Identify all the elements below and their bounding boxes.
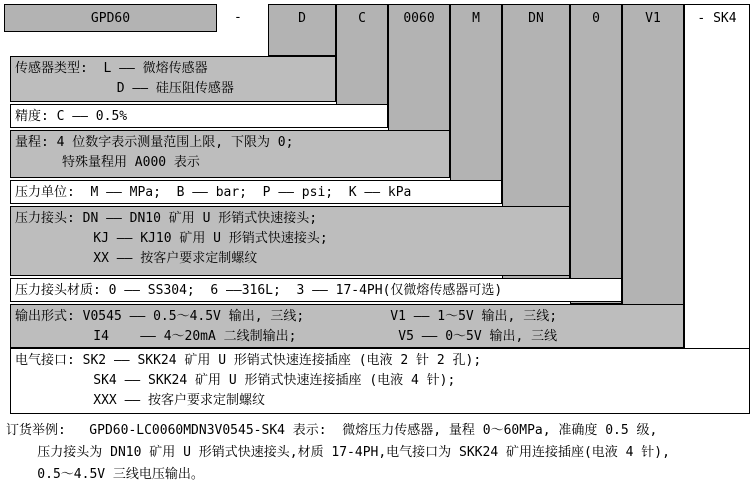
code-connector: DN xyxy=(502,4,570,280)
code-electrical: - SK4 xyxy=(684,4,750,414)
code-output: V1 xyxy=(622,4,684,346)
output-block xyxy=(10,304,684,348)
accuracy-block xyxy=(10,104,388,128)
range-block xyxy=(10,130,450,178)
output-line-2: I4 —— 4～20mA 二线制输出; V5 —— 0～5V 输出, 三线 xyxy=(15,329,558,344)
material-line-1: 压力接头材质: 0 —— SS304; 6 ——316L; 3 —— 17-4PH(仅微熔传感器可选) xyxy=(15,283,503,298)
example-line-3: 0.5～4.5V 三线电压输出。 xyxy=(6,467,204,482)
code-accuracy: C xyxy=(336,4,388,128)
code-sensor-type: D xyxy=(268,4,336,56)
example-line-2: 压力接头为 DN10 矿用 U 形销式快速接头,材质 17-4PH,电气接口为 SKK24 矿用连接插座(电液 4 针), xyxy=(6,445,670,460)
material-block xyxy=(10,278,622,302)
sensor-type-block xyxy=(10,56,336,102)
unit-line-1: 压力单位: M —— MPa; B —— bar; P —— psi; K —— kPa xyxy=(15,185,412,200)
electrical-line-3: XXX —— 按客户要求定制螺纹 xyxy=(15,393,266,408)
connector-line-3: XX —— 按客户要求定制螺纹 xyxy=(15,251,258,266)
code-model: GPD60 xyxy=(4,4,217,32)
unit-block xyxy=(10,180,502,204)
code-material: 0 xyxy=(570,4,622,304)
electrical-line-2: SK4 —— SKK24 矿用 U 形销式快速连接插座 (电液 4 针); xyxy=(15,373,456,388)
range-line-2: 特殊量程用 A000 表示 xyxy=(15,155,200,170)
code-dash: - xyxy=(234,10,242,25)
code-unit: M xyxy=(450,4,502,204)
electrical-line-1: 电气接口: SK2 —— SKK24 矿用 U 形销式快速连接插座 (电液 2 针 2 孔); xyxy=(15,353,482,368)
electrical-block xyxy=(10,348,750,414)
sensor-type-line-1: 传感器类型: L —— 微熔传感器 xyxy=(15,61,208,76)
example-line-1: 订货举例: GPD60-LC0060MDN3V0545-SK4 表示: 微熔压力传感器, 量程 0～60MPa, 准确度 0.5 级, xyxy=(6,423,658,438)
connector-block xyxy=(10,206,570,276)
output-line-1: 输出形式: V0545 —— 0.5～4.5V 输出, 三线; V1 —— 1～5V 输出, 三线; xyxy=(15,309,558,324)
accuracy-line-1: 精度: C —— 0.5% xyxy=(15,109,128,124)
connector-line-2: KJ —— KJ10 矿用 U 形销式快速接头; xyxy=(15,231,328,246)
code-range: 0060 xyxy=(388,4,450,160)
connector-line-1: 压力接头: DN —— DN10 矿用 U 形销式快速接头; xyxy=(15,211,318,226)
sensor-type-line-2: D —— 硅压阻传感器 xyxy=(15,81,234,96)
range-line-1: 量程: 4 位数字表示测量范围上限, 下限为 0; xyxy=(15,135,294,150)
